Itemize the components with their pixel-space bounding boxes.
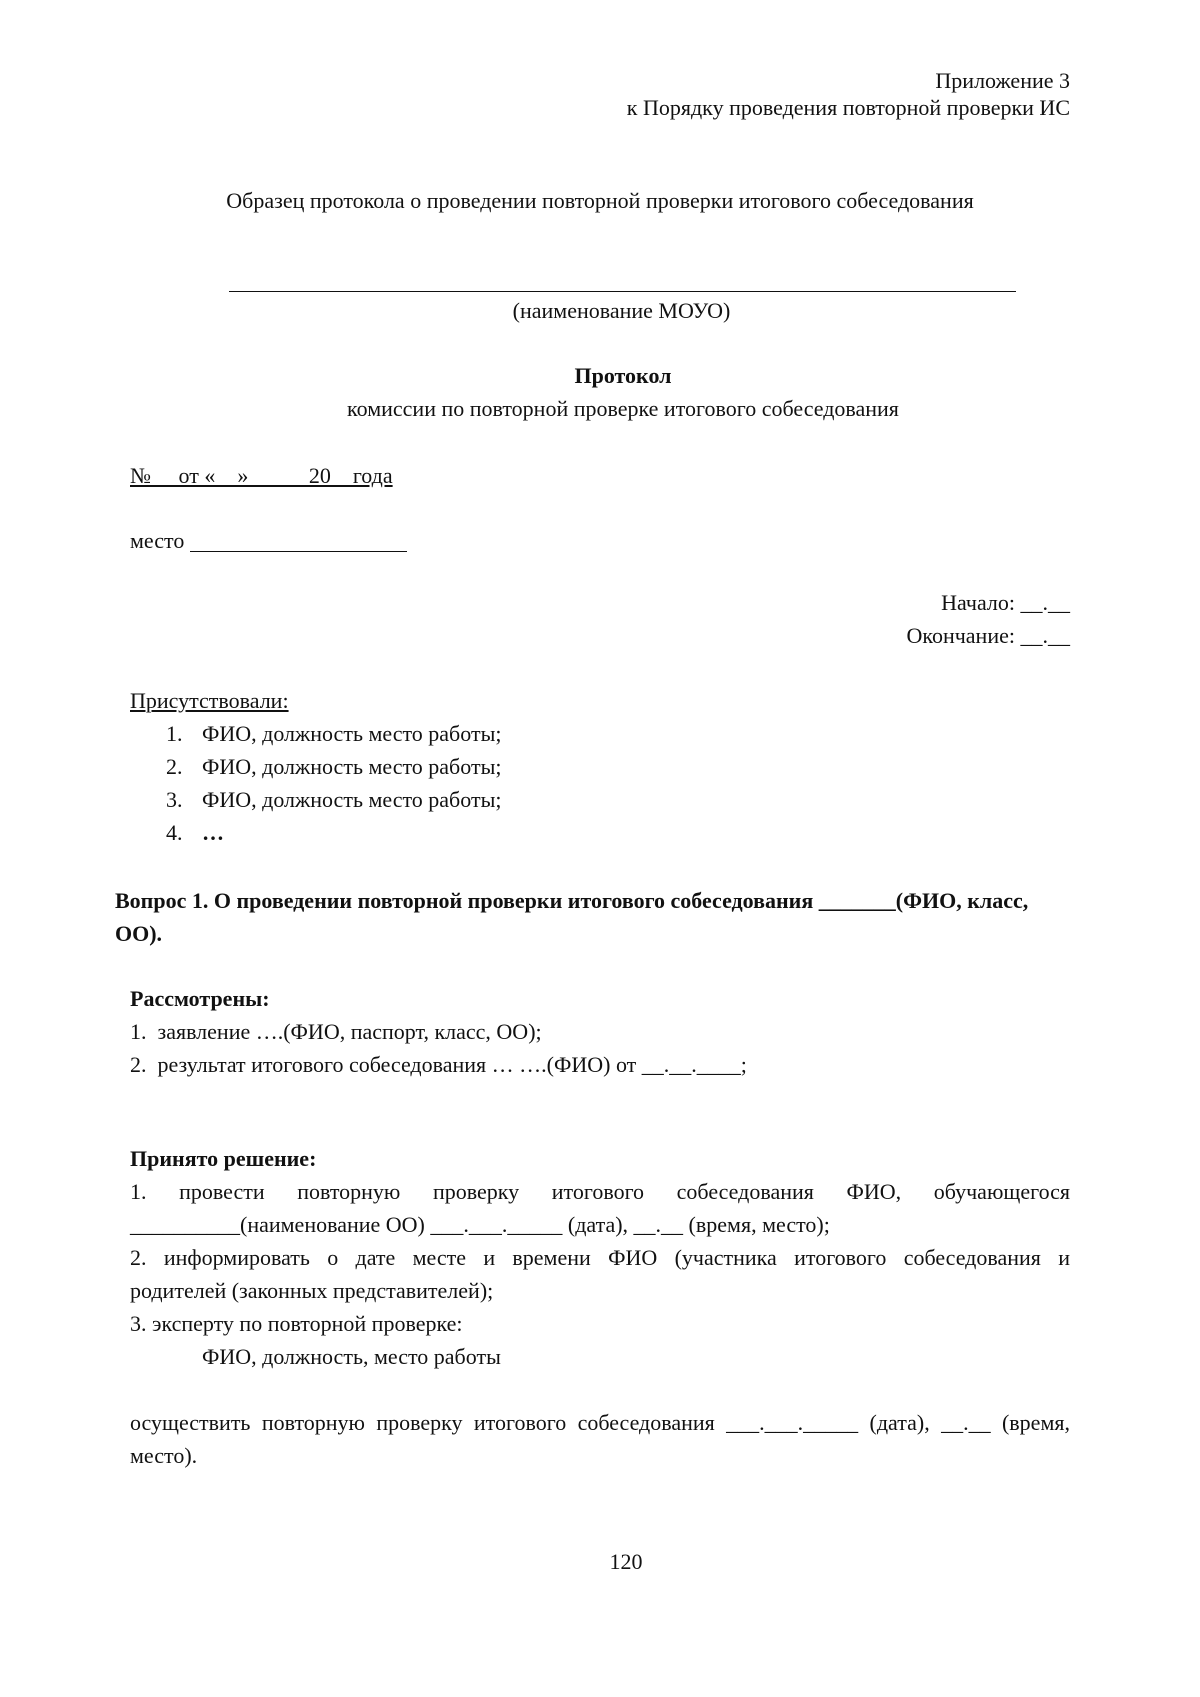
- attendee-item: ФИО, должность место работы;: [202, 754, 502, 779]
- reviewed-heading: Рассмотрены:: [130, 986, 270, 1011]
- expert-entry: ФИО, должность, место работы: [202, 1344, 501, 1369]
- decision-heading: Принято решение:: [130, 1146, 317, 1171]
- place-line: [190, 551, 407, 552]
- reviewed-item: 1. заявление ….(ФИО, паспорт, класс, ОО);: [130, 1019, 542, 1044]
- protocol-number-date: № от « » 20 года: [130, 463, 393, 488]
- reviewed-item: 2. результат итогового собеседования … ….(ФИО) от __.__.____;: [130, 1052, 747, 1077]
- attendees-heading: Присутствовали:: [130, 688, 289, 713]
- protocol-title: Протокол: [574, 363, 672, 388]
- organization-name-line: [229, 291, 1016, 292]
- decision-item-1-cont: __________(наименование ОО) ___.___._____ (дата), __.__ (время, место);: [130, 1212, 830, 1237]
- conclusion-text: осуществить повторную проверку итогового собеседования ___.___._____ (дата), __.__ (время,: [130, 1410, 1070, 1435]
- attendee-number: 2.: [166, 754, 183, 779]
- page-number: 120: [609, 1549, 643, 1574]
- place-label: место: [130, 528, 185, 553]
- conclusion-text-cont: место).: [130, 1443, 198, 1468]
- appendix-reference: к Порядку проведения повторной проверки ИС: [626, 95, 1070, 120]
- decision-item-2: 2. информировать о дате месте и времени ФИО (участника итогового собеседования и: [130, 1245, 1070, 1270]
- question-heading-cont: ОО).: [115, 921, 163, 946]
- attendee-item: …: [202, 820, 224, 845]
- attendee-item: ФИО, должность место работы;: [202, 721, 502, 746]
- attendee-number: 4.: [166, 820, 183, 845]
- appendix-label: Приложение 3: [935, 68, 1070, 93]
- decision-item-2-cont: родителей (законных представителей);: [130, 1278, 494, 1303]
- decision-item-3: 3. эксперту по повторной проверке:: [130, 1311, 463, 1336]
- start-time: Начало: __.__: [941, 590, 1070, 615]
- end-time: Окончание: __.__: [906, 623, 1070, 648]
- attendee-number: 3.: [166, 787, 183, 812]
- sample-title: Образец протокола о проведении повторной проверки итогового собеседования: [226, 188, 974, 213]
- organization-caption: (наименование МОУО): [512, 298, 731, 323]
- decision-item-1: 1. провести повторную проверку итогового собеседования ФИО, обучающегося: [130, 1179, 1070, 1204]
- protocol-subtitle: комиссии по повторной проверке итогового собеседования: [347, 396, 899, 421]
- attendee-number: 1.: [166, 721, 183, 746]
- attendee-item: ФИО, должность место работы;: [202, 787, 502, 812]
- question-heading: Вопрос 1. О проведении повторной проверки итогового собеседования _______(ФИО, класс,: [115, 888, 1029, 913]
